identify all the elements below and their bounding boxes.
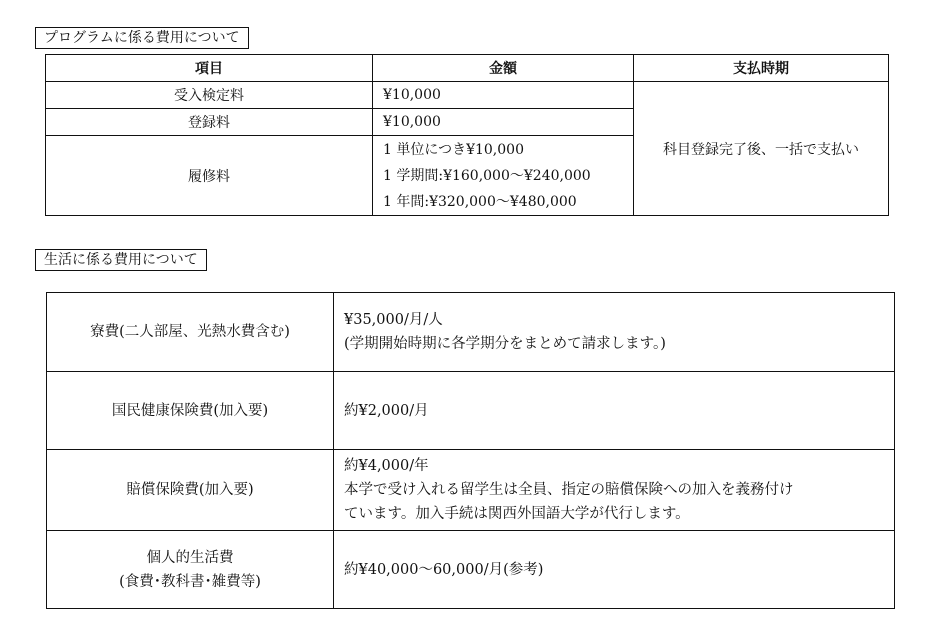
fee-item-label: 履修料	[46, 136, 373, 216]
cost-value	[334, 293, 895, 372]
label-line: (食費･教科書･雑費等)	[119, 573, 261, 590]
cost-label	[47, 372, 334, 450]
label-line: 寮費(二人部屋、光熱水費含む)	[90, 324, 290, 340]
amount-line: ¥10,000	[383, 114, 441, 130]
value-line: 約¥2,000/月	[344, 402, 429, 419]
label-line: 賠償保険費(加入要)	[126, 482, 254, 498]
cost-label	[47, 531, 334, 609]
cost-value	[334, 372, 895, 450]
value-line: 約¥4,000/年	[344, 458, 429, 474]
fee-amount	[373, 109, 634, 136]
value-line: ¥35,000/月/人	[344, 312, 443, 328]
table-row	[47, 450, 895, 531]
table-row	[46, 82, 889, 109]
fee-amount	[373, 136, 634, 216]
header-amount: 金額	[373, 55, 634, 82]
amount-line: 1 年間:¥320,000〜¥480,000	[383, 193, 577, 210]
amount-line: ¥10,000	[383, 87, 441, 103]
header-item: 項目	[46, 55, 373, 82]
table-row	[47, 531, 895, 609]
value-line: 約¥40,000〜60,000/月(参考)	[344, 561, 544, 578]
program-section-title: プログラムに係る費用について	[35, 27, 249, 49]
table-header-row	[46, 55, 889, 82]
amount-line: 1 単位につき¥10,000	[383, 141, 524, 158]
living-section-title: 生活に係る費用について	[35, 249, 207, 271]
table-row	[47, 372, 895, 450]
cost-label	[47, 293, 334, 372]
value-line: 本学で受け入れる留学生は全員、指定の賠償保険への加入を義務付け	[344, 482, 794, 498]
cost-value	[334, 531, 895, 609]
table-row	[47, 293, 895, 372]
cost-value	[334, 450, 895, 531]
value-line: ています。加入手続は関西外国語大学が代行します。	[344, 506, 690, 522]
payment-timing: 科目登録完了後、一括で支払い	[634, 82, 889, 216]
cost-label	[47, 450, 334, 531]
amount-line: 1 学期間:¥160,000〜¥240,000	[383, 167, 591, 184]
header-timing: 支払時期	[634, 55, 889, 82]
value-line: (学期開始時期に各学期分をまとめて請求します。)	[344, 336, 666, 352]
living-cost-table	[46, 292, 895, 609]
label-line: 国民健康保険費(加入要)	[111, 402, 269, 419]
fee-item-label: 受入検定料	[46, 82, 373, 109]
program-fee-table	[45, 54, 889, 216]
fee-item-label: 登録料	[46, 109, 373, 136]
label-line: 個人的生活費	[146, 549, 234, 566]
fee-amount	[373, 82, 634, 109]
